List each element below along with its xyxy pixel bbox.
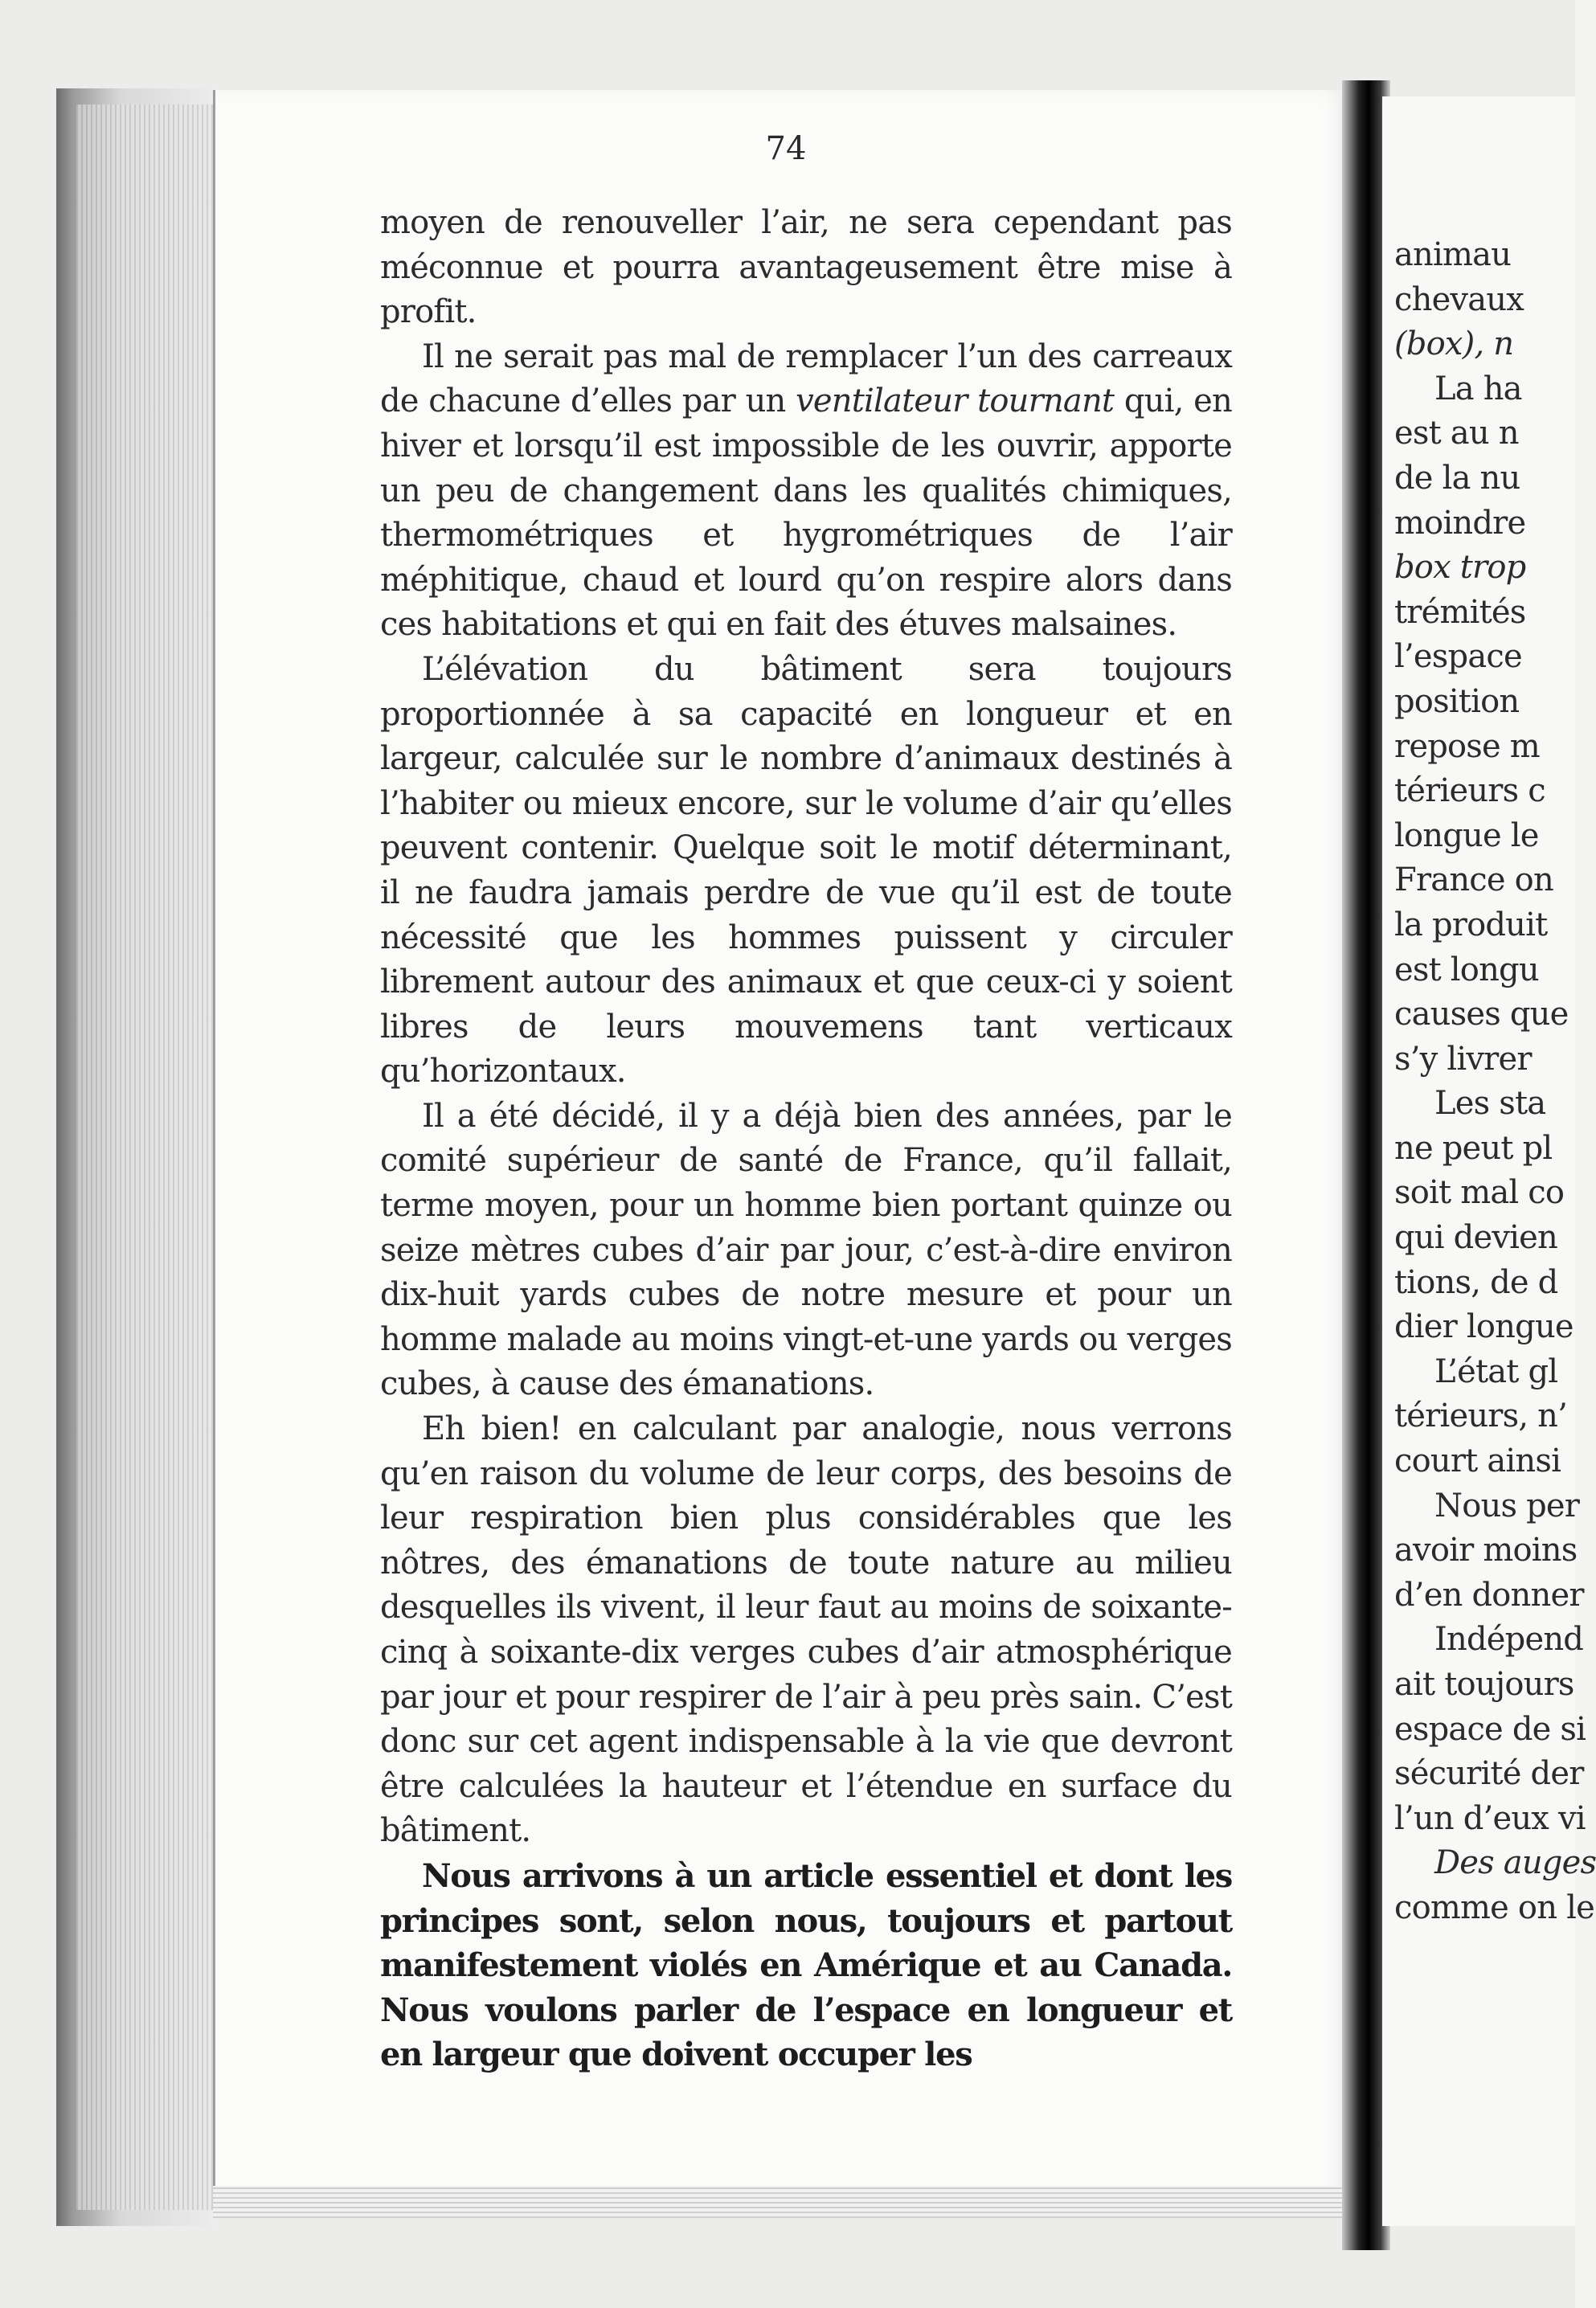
right-page-line: de la nu <box>1394 459 1520 497</box>
body-text <box>380 201 1232 2077</box>
right-page-line: (box), n <box>1394 325 1514 363</box>
right-page-line: repose m <box>1394 727 1540 765</box>
right-page-line: animau <box>1394 236 1512 273</box>
right-page-line: causes que <box>1394 996 1569 1033</box>
right-page-line: Des auges <box>1434 1844 1596 1882</box>
right-page-line: avoir moins <box>1394 1532 1578 1569</box>
right-page-line: comme on le <box>1394 1889 1594 1926</box>
right-page-line: ait toujours <box>1394 1666 1574 1703</box>
italic-phrase: ventilateur tournant <box>796 383 1115 420</box>
page-bottom-edges <box>213 2186 1370 2218</box>
right-page-line: position <box>1394 682 1520 720</box>
right-page-line: Nous per <box>1434 1487 1580 1524</box>
right-page-line: moindre <box>1394 504 1526 542</box>
right-page-line: qui devien <box>1394 1219 1557 1257</box>
right-page-line: s’y livrer <box>1394 1040 1532 1078</box>
paragraph-6: Nous arrivons à un article essentiel et dont les principes sont, selon nous, toujours et partout manifestement violés en Amérique et au Canada. Nous voulons parler de l’espace en longueur et en largeur que doivent occuper les <box>380 1856 1232 2074</box>
right-page-line: Les sta <box>1434 1085 1546 1123</box>
right-page-line: dier longue <box>1394 1308 1573 1346</box>
right-page-line: Indépend <box>1434 1621 1584 1659</box>
right-page-line: court ainsi <box>1394 1442 1561 1480</box>
page-number: 74 <box>765 130 807 167</box>
right-page-line: L’état gl <box>1434 1352 1558 1390</box>
paragraph-5: Eh bien! en calculant par analogie, nous verrons qu’en raison du volume de leur corps, des besoins de leur respiration bien plus considérables que les nôtres, des émanations de toute nature au milieu desquelles ils vivent, il leur faut au moins de soixante-cinq à soixante-dix verges cubes d’air atmosphérique par jour et pour respirer de l’air à peu près sain. C’est donc sur cet agent indispensable à la vie que devront être calculées la hauteur et l’étendue en surface du bâtiment. <box>380 1410 1232 1850</box>
right-page-line: tions, de d <box>1394 1263 1558 1301</box>
right-page-line: est longu <box>1394 951 1539 988</box>
right-page-line: sécurité der <box>1394 1755 1584 1793</box>
right-page-line: est au n <box>1394 415 1519 452</box>
page-edges <box>76 104 217 2210</box>
right-page-line: longue le <box>1394 816 1539 854</box>
right-page-line: France on <box>1394 861 1553 899</box>
right-page-line: térieurs, n’ <box>1394 1397 1568 1435</box>
paragraph-2: Il ne serait pas mal de remplacer l’un des carreaux de chacune d’elles par un ventilateur tournant qui, en hiver et lorsqu’il est impossible de les ouvrir, apporte un peu de changement dans les qualités chimiques, thermométriques et hygrométriques de l’air méphitique, chaud et lourd qu’on respire alors dans ces habitations et qui en fait des étuves malsaines. <box>380 338 1232 644</box>
right-page-line: d’en donner <box>1394 1576 1584 1614</box>
right-page-line: La ha <box>1434 370 1522 407</box>
right-page-line: espace de si <box>1394 1710 1586 1748</box>
right-page-line: térieurs c <box>1394 772 1545 810</box>
right-page-line: ne peut pl <box>1394 1129 1553 1167</box>
left-page <box>213 90 1357 2212</box>
right-page-text <box>1394 233 1596 1931</box>
right-page-line: la produit <box>1394 906 1548 943</box>
right-page-line: chevaux <box>1394 280 1524 318</box>
right-page-line: trémités <box>1394 593 1526 631</box>
paragraph-3: L’élévation du bâtiment sera toujours proportionnée à sa capacité en longueur et en largeur, calculée sur le nombre d’animaux destinés à l’habiter ou mieux encore, sur le volume d’air qu’elles peuvent contenir. Quelque soit le motif déterminant, il ne faudra jamais perdre de vue qu’il est de toute nécessité que les hommes puissent y circuler librement autour des animaux et que ceux-ci y soient libres de leurs mouvemens tant verticaux qu’horizontaux. <box>380 650 1232 1091</box>
paragraph-4: Il a été décidé, il y a déjà bien des années, par le comité supérieur de santé de France, qu’il fallait, terme moyen, pour un homme bien portant quinze ou seize mètres cubes d’air par jour, c’est-à-dire environ dix-huit yards cubes de notre mesure et pour un homme malade au moins vingt-et-une yards ou verges cubes, à cause des émanations. <box>380 1097 1232 1403</box>
right-page-line: soit mal co <box>1394 1174 1565 1212</box>
right-page-line: l’espace <box>1394 638 1522 676</box>
right-page-line: l’un d’eux vi <box>1394 1799 1586 1837</box>
paragraph-1: moyen de renouveller l’air, ne sera cependant pas méconnue et pourra avantageusement être mise à profit. <box>380 204 1232 331</box>
right-page-line: box trop <box>1394 549 1526 587</box>
